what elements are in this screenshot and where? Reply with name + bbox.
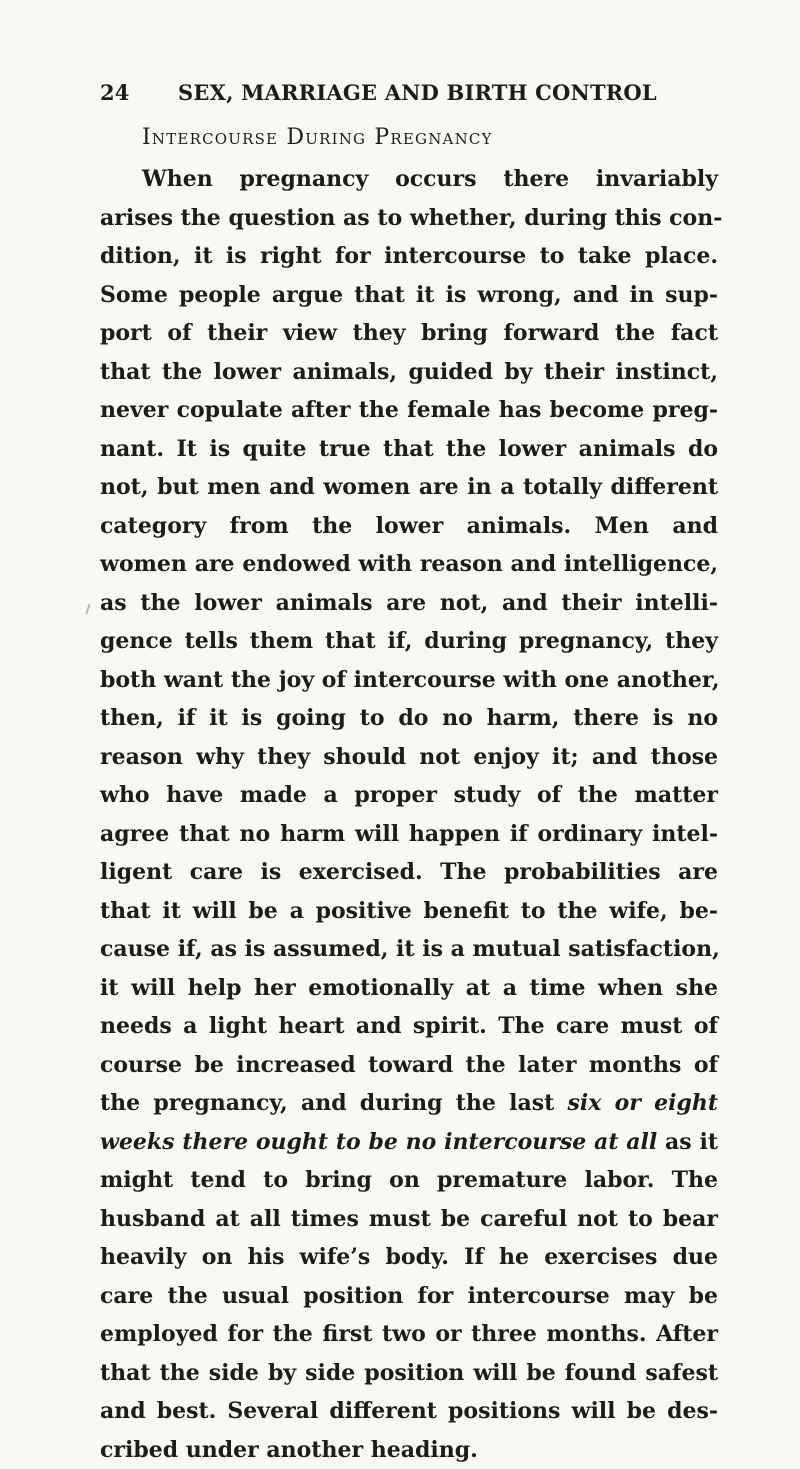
text-line: cause if, as is assumed, it is a mutual satisfaction, [100,930,718,969]
text-line: agree that no harm will happen if ordinary intel- [100,815,718,854]
text-line: port of their view they bring forward the fact [100,314,718,353]
text-line: nant. It is quite true that the lower animals do [100,430,718,469]
text-line: ligent care is exercised. The probabilities are [100,853,718,892]
text-line: course be increased toward the later months of [100,1046,718,1085]
text-fragment: as it [665,1129,718,1155]
text-line: and best. Several different positions will be des- [100,1392,718,1431]
text-line: it will help her emotionally at a time when she [100,969,718,1008]
text-line: that it will be a positive benefit to the wife, be- [100,892,718,931]
text-line: reason why they should not enjoy it; and those [100,738,718,777]
text-line: that the side by side position will be found safest [100,1354,718,1393]
text-line: employed for the first two or three months. After [100,1315,718,1354]
text-line: dition, it is right for intercourse to take place. [100,237,718,276]
text-line: both want the joy of intercourse with one another, [100,661,718,700]
text-line: women are endowed with reason and intelligence, [100,545,718,584]
text-line: husband at all times must be careful not to bear [100,1200,718,1239]
text-line: as the lower animals are not, and their intelli- [100,584,718,623]
text-line: heavily on his wife’s body. If he exercises due [100,1238,718,1277]
page-number: 24 [100,80,130,105]
emphasized-text: weeks there ought to be no intercourse at all [100,1129,657,1155]
text-line: needs a light heart and spirit. The care must of [100,1007,718,1046]
text-line: care the usual position for intercourse may be [100,1277,718,1316]
margin-smudge-mark [86,604,91,614]
text-line: cribed under another heading. [100,1431,718,1469]
body-paragraph [100,160,718,1469]
text-line: category from the lower animals. Men and [100,507,718,546]
text-line: not, but men and women are in a totally different [100,468,718,507]
text-line-with-emphasis [100,1123,718,1162]
running-title: SEX, MARRIAGE AND BIRTH CONTROL [178,80,657,105]
text-line: arises the question as to whether, during this con- [100,199,718,238]
text-line: gence tells them that if, during pregnancy, they [100,622,718,661]
text-line: Some people argue that it is wrong, and in sup- [100,276,718,315]
text-line: might tend to bring on premature labor. The [100,1161,718,1200]
text-fragment: the pregnancy, and during the last [100,1090,554,1116]
text-line: then, if it is going to do no harm, there is no [100,699,718,738]
text-line: that the lower animals, guided by their instinct, [100,353,718,392]
text-line: never copulate after the female has become preg- [100,391,718,430]
section-heading: Intercourse During Pregnancy [142,116,718,160]
running-head [100,80,718,116]
book-page [100,80,718,1469]
text-line: When pregnancy occurs there invariably [100,160,718,199]
text-line-with-emphasis [100,1084,718,1123]
text-line: who have made a proper study of the matter [100,776,718,815]
emphasized-text: six or eight [568,1090,718,1116]
